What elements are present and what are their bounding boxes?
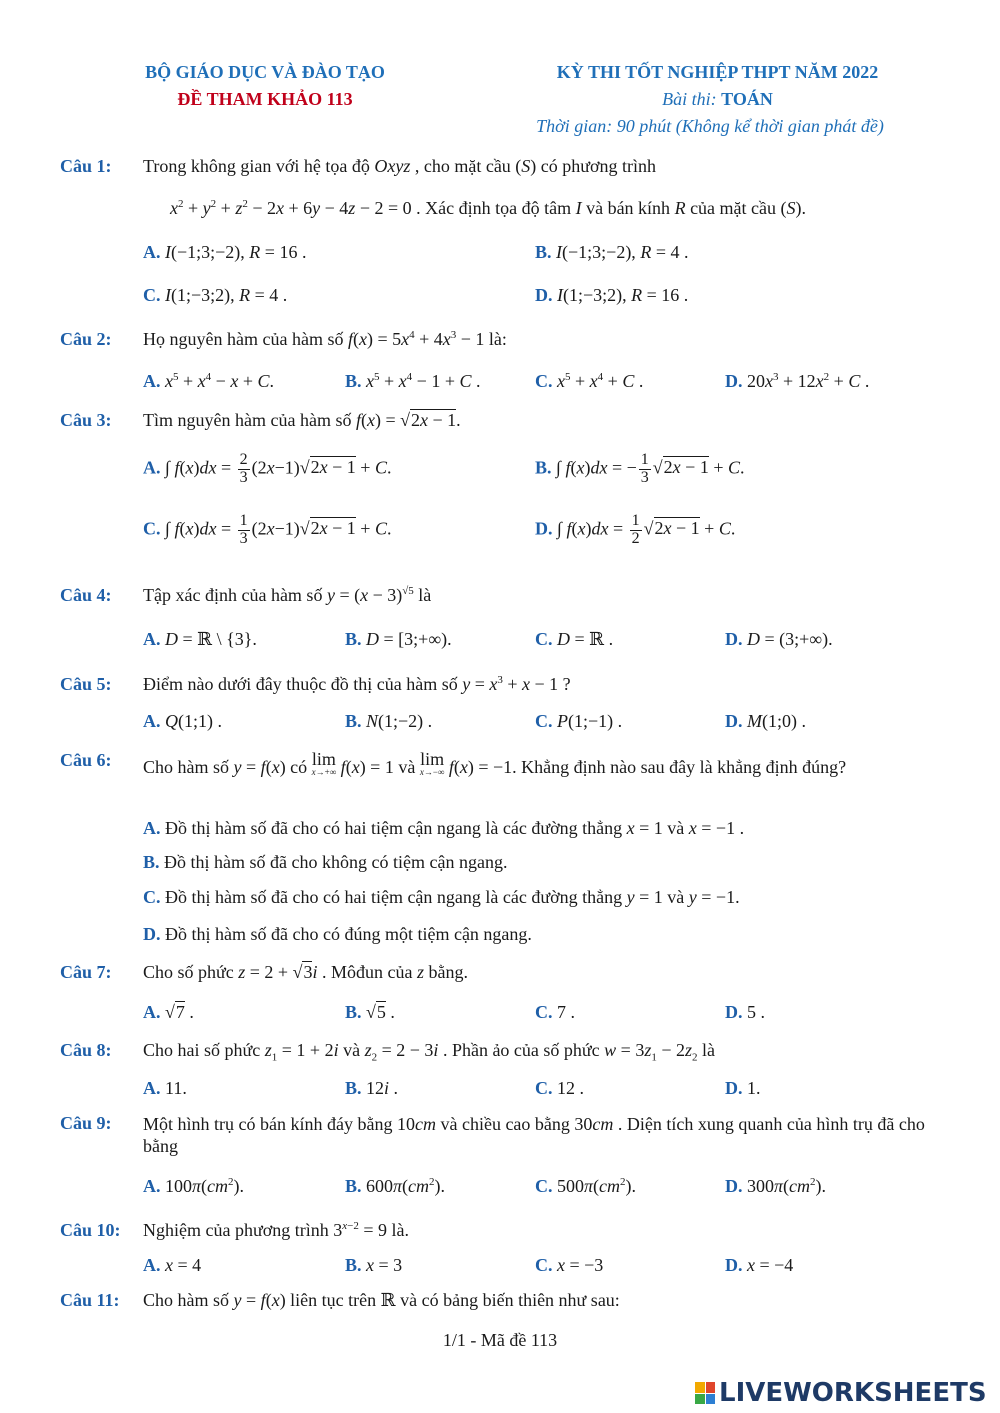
exam-code: ĐỀ THAM KHẢO 113 [177, 89, 353, 109]
option-key: C. [143, 518, 161, 539]
option-a[interactable]: A. ∫ f(x)dx = $\frac{2}{3}$ (2x−1)√2x − 1 + C. [143, 451, 392, 486]
option-c[interactable]: C. I(1;−3;2), R = 4 . [143, 285, 288, 305]
ministry-title: BỘ GIÁO DỤC VÀ ĐÀO TẠO [145, 62, 385, 82]
option-key: B. [345, 1078, 362, 1098]
option-b[interactable]: B. D = [3;+∞). [345, 629, 452, 649]
option-key: A. [143, 711, 161, 731]
question-label: Câu 3: [60, 410, 112, 430]
option-key: C. [535, 1078, 553, 1098]
option-key: A. [143, 242, 161, 262]
exam-title: KỲ THI TỐT NGHIỆP THPT NĂM 2022 [556, 62, 879, 82]
subject-prefix: Bài thi: [662, 89, 717, 109]
option-key: A. [143, 371, 161, 391]
option-c[interactable]: C. $x^5 + x^4 + C$ . [535, 371, 644, 391]
option-key: D. [725, 371, 743, 391]
option-c[interactable]: C. x = −3 [535, 1255, 604, 1275]
option-key: A. [143, 1255, 161, 1275]
option-b[interactable]: B. Đồ thị hàm số đã cho không có tiệm cận ngang. [143, 852, 508, 872]
option-a[interactable]: A. $100\pi(cm^2)$. [143, 1176, 245, 1196]
time-note: Thời gian: 90 phút (Không kể thời gian phát đề) [536, 116, 884, 136]
option-key: B. [345, 629, 362, 649]
option-b[interactable]: B. N(1;−2) . [345, 711, 433, 731]
option-key: D. [143, 924, 161, 944]
question-text: Họ nguyên hàm của hàm số $f(x) = 5x^4 + 4x^3 - 1$ là: [143, 329, 507, 349]
option-b[interactable]: B. ∫ f(x)dx = − $\frac{1}{3}$ √2x − 1 + C. [535, 451, 745, 486]
question-label: Câu 6: [60, 750, 112, 770]
question-text: Tìm nguyên hàm của hàm số f(x) = √2x − 1. [143, 410, 461, 430]
option-c[interactable]: C. P(1;−1) . [535, 711, 623, 731]
option-a[interactable]: A. D = ℝ \ {3}. [143, 629, 257, 649]
option-a[interactable]: A. Q(1;1) . [143, 711, 222, 731]
option-a[interactable]: A. 11. [143, 1078, 187, 1098]
option-key: C. [535, 711, 553, 731]
question-label: Câu 5: [60, 674, 112, 694]
option-b[interactable]: B. $600\pi(cm^2)$. [345, 1176, 446, 1196]
option-a[interactable]: A. x = 4 [143, 1255, 202, 1275]
question-label: Câu 9: [60, 1113, 112, 1133]
option-d[interactable]: D. 1. [725, 1078, 761, 1098]
option-key: D. [725, 1176, 743, 1196]
option-key: D. [535, 285, 553, 305]
option-key: B. [535, 457, 552, 478]
option-key: D. [725, 629, 743, 649]
option-c[interactable]: C. Đồ thị hàm số đã cho có hai tiệm cận ngang là các đường thẳng y = 1 và y = −1. [143, 887, 740, 907]
option-key: C. [143, 285, 161, 305]
option-key: B. [345, 1255, 362, 1275]
option-d[interactable]: D. I(1;−3;2), R = 16 . [535, 285, 689, 305]
option-d[interactable]: D. ∫ f(x)dx = $\frac{1}{2}$ √2x − 1 + C. [535, 512, 736, 547]
question-text: Một hình trụ có bán kính đáy bằng 10cm và chiều cao bằng 30cm . Diện tích xung quanh của hình trụ đã cho bằng [143, 1114, 925, 1156]
question-equation: $x^2 + y^2 + z^2 - 2x + 6y - 4z - 2 = 0$ . Xác định tọa độ tâm I và bán kính R của mặt cầu (S). [170, 198, 807, 218]
option-key: A. [143, 1176, 161, 1196]
question-label: Câu 11: [60, 1290, 120, 1310]
question-text: Cho hai số phức $z_1 = 1 + 2i$ và $z_2 = 2 - 3i$ . Phần ảo của số phức $w = 3z_1 - 2z_2$ là [143, 1040, 716, 1064]
logo-mark-icon [695, 1382, 715, 1404]
option-key: D. [535, 518, 553, 539]
question-text: Nghiệm của phương trình $3^{x-2} = 9$ là. [143, 1220, 410, 1240]
liveworksheets-logo [695, 1378, 987, 1408]
option-d[interactable]: D. x = −4 [725, 1255, 794, 1275]
option-key: A. [143, 818, 161, 838]
question-label: Câu 1: [60, 156, 112, 176]
option-d[interactable]: D. D = (3;+∞). [725, 629, 833, 649]
option-c[interactable]: C. D = ℝ . [535, 629, 614, 649]
question-text: Cho số phức z = 2 + √3i . Môđun của z bằng. [143, 962, 468, 982]
option-b[interactable]: B. x = 3 [345, 1255, 403, 1275]
option-c[interactable]: C. 7 . [535, 1002, 575, 1022]
option-key: B. [535, 242, 552, 262]
question-text: Điểm nào dưới đây thuộc đồ thị của hàm số $y = x^3 + x - 1$ ? [143, 674, 571, 694]
option-key: C. [535, 1002, 553, 1022]
question-label: Câu 2: [60, 329, 112, 349]
option-key: A. [143, 457, 161, 478]
question-label: Câu 7: [60, 962, 112, 982]
option-key: A. [143, 1078, 161, 1098]
option-d[interactable]: D. M(1;0) . [725, 711, 806, 731]
page-footer: 1/1 - Mã đề 113 [442, 1330, 558, 1350]
option-key: D. [725, 1002, 743, 1022]
question-text: Cho hàm số y = f(x) liên tục trên ℝ và có bảng biến thiên như sau: [143, 1290, 620, 1310]
option-c[interactable]: C. 12 . [535, 1078, 584, 1098]
option-key: C. [535, 371, 553, 391]
option-key: D. [725, 1255, 743, 1275]
option-c[interactable]: C. ∫ f(x)dx = $\frac{1}{3}$ (2x−1)√2x − 1 + C. [143, 512, 392, 547]
option-key: A. [143, 629, 161, 649]
question-text: Cho hàm số y = f(x) có lim x→+∞ f(x) = 1 và lim x→−∞ f(x) = −1. Khẳng định nào sau đây là khẳng định đúng? [143, 749, 847, 777]
logo-text: LIVEWORKSHEETS [719, 1378, 987, 1408]
option-key: D. [725, 1078, 743, 1098]
question-label: Câu 4: [60, 585, 112, 605]
option-key: C. [535, 1176, 553, 1196]
option-a[interactable]: A. I(−1;3;−2), R = 16 . [143, 242, 307, 262]
option-b[interactable]: B. $x^5 + x^4 - 1 + C$ . [345, 371, 481, 391]
option-key: A. [143, 1002, 161, 1022]
option-d[interactable]: D. $20x^3 + 12x^2 + C$ . [725, 371, 870, 391]
option-key: B. [345, 1176, 362, 1196]
option-key: C. [535, 1255, 553, 1275]
option-key: D. [725, 711, 743, 731]
option-a[interactable]: A. $x^5 + x^4 - x + C$. [143, 371, 274, 391]
option-key: B. [345, 371, 362, 391]
option-a[interactable]: A. Đồ thị hàm số đã cho có hai tiệm cận ngang là các đường thẳng x = 1 và x = −1 . [143, 818, 745, 838]
option-b[interactable]: B. I(−1;3;−2), R = 4 . [535, 242, 689, 262]
question-label: Câu 10: [60, 1220, 121, 1240]
option-key: B. [345, 1002, 362, 1022]
question-label: Câu 8: [60, 1040, 112, 1060]
option-key: C. [143, 887, 161, 907]
option-c[interactable]: C. $500\pi(cm^2)$. [535, 1176, 637, 1196]
question-text: Tập xác định của hàm số $y = (x - 3)^{√5}$ là [143, 585, 432, 605]
option-key: B. [345, 711, 362, 731]
option-b[interactable]: B. 12i . [345, 1078, 399, 1098]
option-d[interactable]: D. Đồ thị hàm số đã cho có đúng một tiệm cận ngang. [143, 924, 532, 944]
subject-line [520, 89, 915, 110]
option-d[interactable]: D. $300\pi(cm^2)$. [725, 1176, 827, 1196]
option-b[interactable]: B. √5 . [345, 1002, 395, 1022]
option-key: C. [535, 629, 553, 649]
question-text: Trong không gian với hệ tọa độ Oxyz , cho mặt cầu (S) có phương trình [143, 156, 657, 176]
option-d[interactable]: D. 5 . [725, 1002, 765, 1022]
option-key: B. [143, 852, 160, 872]
subject-name: TOÁN [721, 89, 773, 109]
option-a[interactable]: A. √7 . [143, 1002, 194, 1022]
